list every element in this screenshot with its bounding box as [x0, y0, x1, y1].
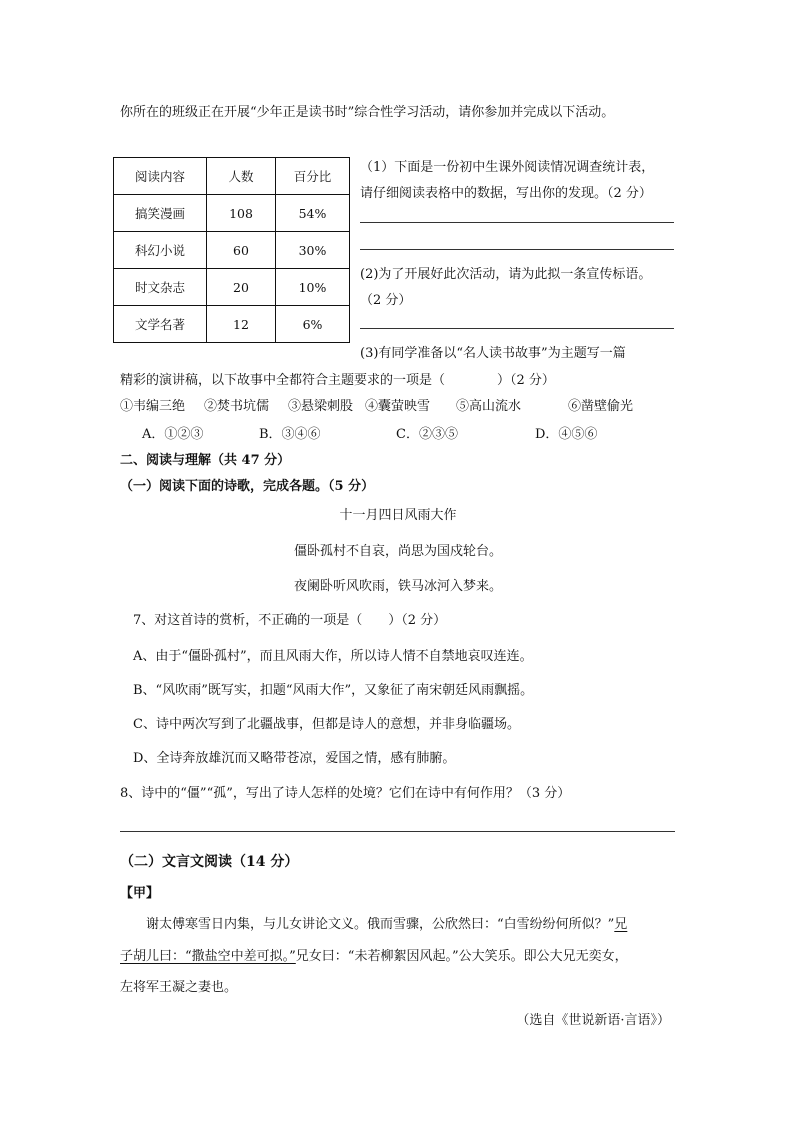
answer-line: [360, 249, 674, 250]
table-row: [114, 269, 350, 306]
table-header-cell: 阅读内容: [114, 158, 207, 195]
q1-line2: 请仔细阅读表格中的数据，写出你的发现。（2 分）: [360, 186, 652, 201]
jia-label: 【甲】: [120, 886, 160, 901]
prose-line: [146, 913, 627, 932]
part2-title: （二）文言文阅读（14 分）: [120, 854, 299, 870]
intro-text: 你所在的班级正在开展“少年正是读书时”综合性学习活动，请你参加并完成以下活动。: [120, 105, 615, 120]
source-citation: （选自《世说新语·言语》）: [516, 1013, 670, 1028]
prose-line: 左将军王凝之妻也。: [120, 980, 238, 995]
q3-option-a: A．①②③: [142, 427, 204, 442]
q3-line2: 精彩的演讲稿，以下故事中全都符合主题要求的一项是（ ）（2 分）: [120, 373, 555, 388]
question-8: 8、诗中的“僵”“孤”，写出了诗人怎样的处境？它们在诗中有何作用？（3 分）: [120, 786, 571, 801]
table-row: [114, 306, 350, 343]
q3-item: ②焚书坑儒: [204, 399, 270, 414]
q3-line1: (3)有同学准备以“名人读书故事”为主题写一篇: [360, 346, 626, 361]
q7-option-a: A、由于“僵卧孤村”，而且风雨大作，所以诗人情不自禁地哀叹连连。: [133, 649, 533, 664]
table-cell: 搞笑漫画: [114, 195, 207, 232]
table-cell: 文学名著: [114, 306, 207, 343]
q3-option-b: B．③④⑥: [259, 427, 321, 442]
q3-item: ①韦编三绝: [120, 399, 186, 414]
q3-item: ④囊萤映雪: [365, 399, 431, 414]
prose-underlined-text: 兄: [614, 917, 628, 932]
table-cell: 108: [207, 195, 276, 232]
prose-line: [120, 945, 628, 964]
q1-line1: （1）下面是一份初中生课外阅读情况调查统计表，: [360, 160, 655, 175]
answer-line: [360, 328, 674, 329]
table-cell: 10%: [276, 269, 350, 306]
table-cell: 60: [207, 232, 276, 269]
answer-line: [360, 222, 674, 223]
table-cell: 20: [207, 269, 276, 306]
q3-option-d: D．④⑤⑥: [535, 427, 598, 442]
poem-line: 夜阑卧听风吹雨，铁马冰河入梦来。: [293, 579, 502, 594]
poem-line: 僵卧孤村不自哀，尚思为国戍轮台。: [293, 544, 502, 559]
q3-option-c: C．②③⑤: [396, 427, 458, 442]
table-header-cell: 百分比: [276, 158, 350, 195]
prose-text: 兄女曰：“未若柳絮因风起。”公大笑乐。即公大兄无奕女，: [295, 949, 628, 964]
q3-item: ③悬梁刺股: [288, 399, 354, 414]
prose-text: 谢太傅寒雪日内集，与儿女讲论文义。俄而雪骤，公欣然曰：“白雪纷纷何所似？”: [146, 917, 615, 932]
table-row: [114, 232, 350, 269]
q2-line1: (2)为了开展好此次活动，请为此拟一条宣传标语。: [360, 267, 652, 282]
question-7: 7、对这首诗的赏析，不正确的一项是（ ）（2 分）: [133, 613, 447, 628]
table-row: [114, 195, 350, 232]
table-cell: 54%: [276, 195, 350, 232]
q3-item: ⑤高山流水: [456, 399, 522, 414]
part1-title: （一）阅读下面的诗歌，完成各题。（5 分）: [120, 479, 375, 494]
section2-title: 二、阅读与理解（共 47 分）: [120, 453, 291, 468]
poem-title: 十一月四日风雨大作: [339, 508, 457, 523]
table-header-cell: 人数: [207, 158, 276, 195]
q7-option-b: B、“风吹雨”既写实，扣题“风雨大作”，又象征了南宋朝廷风雨飘摇。: [133, 683, 534, 698]
table-cell: 30%: [276, 232, 350, 269]
table-cell: 12: [207, 306, 276, 343]
q3-item: ⑥凿壁偷光: [568, 399, 634, 414]
table-cell: 科幻小说: [114, 232, 207, 269]
q7-option-d: D、全诗奔放雄沉而又略带苍凉，爱国之情，感有肺腑。: [133, 751, 456, 766]
q7-option-c: C、诗中两次写到了北疆战事，但都是诗人的意想，并非身临疆场。: [133, 717, 520, 732]
table-cell: 6%: [276, 306, 350, 343]
table-cell: 时文杂志: [114, 269, 207, 306]
prose-underlined-text: 子胡儿曰：“撒盐空中差可拟。”: [120, 949, 296, 964]
reading-survey-table: [113, 157, 350, 343]
q2-line2: （2 分）: [360, 293, 412, 308]
answer-line: [120, 831, 675, 832]
table-header-row: [114, 158, 350, 195]
